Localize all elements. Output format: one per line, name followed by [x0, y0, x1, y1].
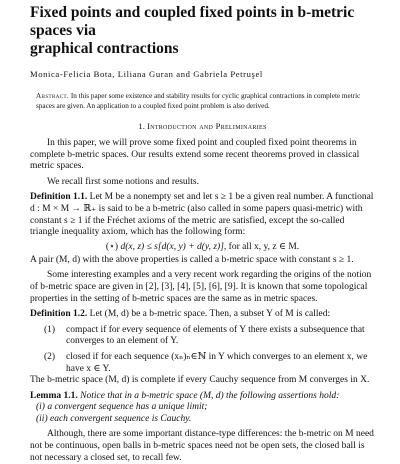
lemma-1-1 [30, 391, 375, 403]
formula-tag: (⋆) [105, 241, 119, 252]
formula-body: d(x, z) ≤ s[d(x, y) + d(y, z)], [120, 241, 227, 252]
lemma-1-1-text: Notice that in a b-metric space (M, d) the following assertions hold: [80, 390, 340, 401]
definition-1-2-label: Definition 1.2. [30, 309, 88, 320]
paragraph-differences: Although, there are some important distance-type differences: the b-metric on M need not be continuous, open balls in b-metric spaces need not be open sets, the closed ball is not necessary a closed set, to recall few. [30, 429, 374, 463]
section-title: Introduction and Preliminaries [147, 121, 267, 131]
item-text: closed if for each sequence (xₙ)ₙ∈ℕ in Y which converges to an element x, we have x ∈ Y. [66, 351, 368, 374]
item-number: (1) [44, 324, 56, 335]
definition-1-1-label: Definition 1.1. [30, 192, 88, 203]
triangle-inequality-formula [30, 241, 375, 253]
lemma-item: (ii) each convergent sequence is Cauchy. [36, 413, 192, 424]
section-heading [30, 121, 375, 131]
abstract [36, 91, 369, 111]
paragraph-b-metric-pair: A pair (M, d) with the above properties is called a b-metric space with constant s ≥ 1. [30, 254, 354, 265]
paragraph-examples: Some interesting examples and a very recent work regarding the origins of the notion of b-metric space are given in [2], [3], [4], [5], [6], [9]. It is known that some topological properties in the setting of b-metric spaces are the same as in metric spaces. [30, 270, 372, 304]
abstract-text: In this paper some existence and stability results for cyclic graphical contractions in complete metric spaces are given. An application to a coupled fixed point problem is also derived. [36, 92, 361, 110]
paper-title [30, 4, 375, 58]
title-line-1: Fixed points and coupled fixed points in b-metric spaces via [30, 4, 355, 39]
item-text: compact if for every sequence of elements of Y there exists a subsequence that converges to an element of Y. [66, 324, 365, 347]
definition-1-2 [30, 309, 375, 321]
abstract-label: Abstract. [36, 92, 70, 100]
paragraph-intro: In this paper, we will prove some fixed point and coupled fixed point theorems in complete b-metric spaces. Our results extend some recent theorems proved in classical metric spaces. [30, 138, 360, 172]
item-number: (2) [44, 351, 56, 362]
paragraph-completeness: The b-metric space (M, d) is complete if every Cauchy sequence from M converges in X. [30, 375, 370, 386]
definition-1-2-text: Let (M, d) be a b-metric space. Then, a subset Y of M is called: [89, 309, 331, 320]
paragraph-recall: We recall first some notions and results. [47, 176, 199, 187]
authors: Monica-Felicia Bota, Liliana Guran and Gabriela Petruşel [30, 69, 263, 79]
formula-quantifier: for all x, y, z ∈ M. [228, 241, 300, 252]
section-number: 1. [138, 121, 145, 131]
definition-item [30, 325, 375, 348]
definition-item [30, 352, 375, 375]
definition-1-1 [30, 192, 375, 238]
definition-1-1-text: Let M be a nonempty set and let s ≥ 1 be a given real number. A functional d : M × M → ℝ₊ is said to be a b-metric (also called in some papers quasi-metric) with constant s ≥ 1 if the Fréchet axioms of the metric are satisfied, except the so-called triangle inequality axiom, which has the following form: [30, 192, 374, 238]
paper-content [30, 4, 375, 464]
lemma-item: (i) a convergent sequence has a unique limit; [36, 402, 208, 413]
title-line-2: graphical contractions [30, 40, 179, 57]
lemma-1-1-label: Lemma 1.1. [30, 390, 78, 401]
